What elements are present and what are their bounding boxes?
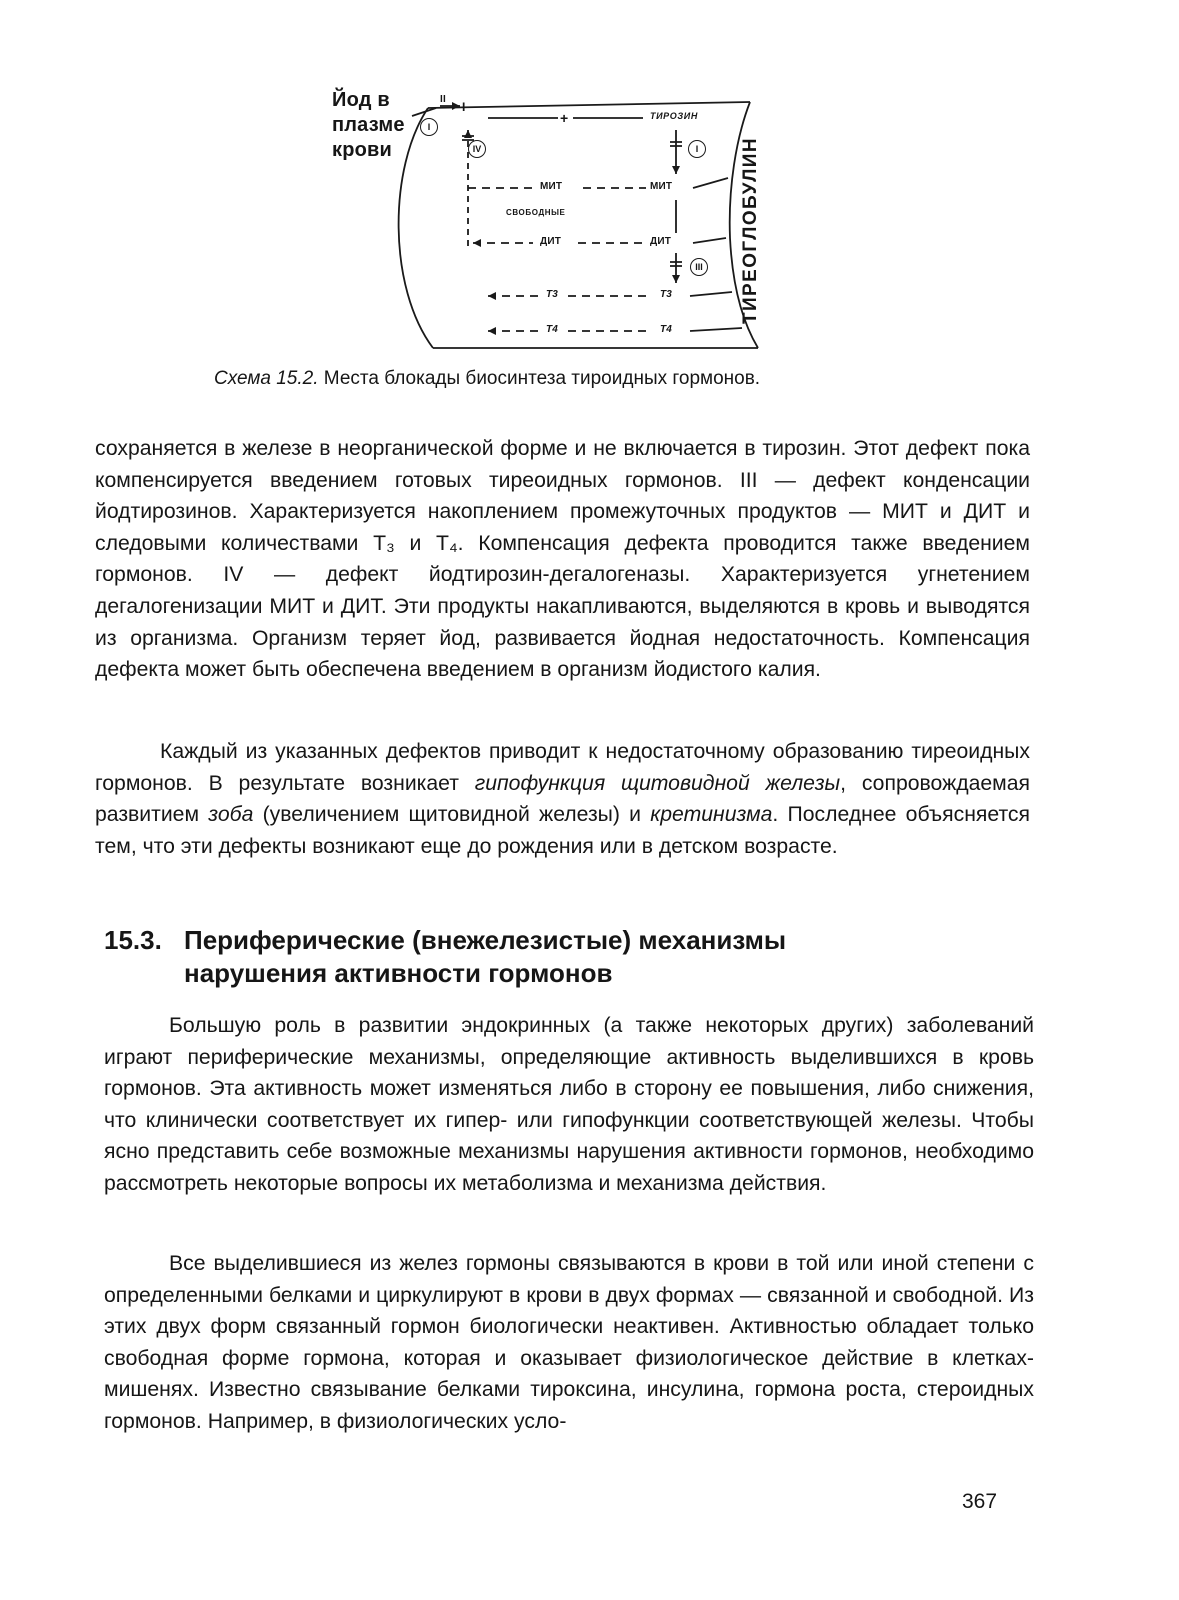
section-title-line2: нарушения активности гормонов xyxy=(184,958,613,988)
paragraph-4: Все выделившиеся из желез гормоны связываются в крови в той или иной степени с определенными белками и циркулируют в крови в двух формах — связанной и свободной. Из этих двух форм связанный гормон биологически неактивен. Активностью обладает только свободная форме гормона, которая и оказывает физиологическое действие в клетках-мишенях. Известно связывание белками тироксина, инсулина, гормона роста, стероидных гормонов. Например, в физиологических усло- xyxy=(104,1252,1034,1433)
page-number: 367 xyxy=(962,1490,998,1513)
paragraph-2-italic1: гипофункция щитовидной железы xyxy=(474,771,841,795)
section-title-line1: Периферические (внежелезистые) механизмы xyxy=(184,925,787,955)
diagram-caption xyxy=(214,368,760,390)
paragraph-1: сохраняется в железе в неорганической форме и не включается в тирозин. Этот дефект пока компенсируется введением готовых тиреоидных гормонов. III — дефект конденсации йодтирозинов. Характеризуется накоплением промежуточных продуктов — МИТ и ДИТ и следовыми количествами T₃ и T₄. Компенсация дефекта проводится также введением гормонов. IV — дефект йодтирозин-дегалогеназы. Характеризуется угнетением дегалогенизации МИТ и ДИТ. Эти продукты накапливаются, выделяются в кровь и выводятся из организма. Организм теряет йод, развивается йодная недостаточность. Компенсация дефекта может быть обеспечена введением в организм йодистого калия. xyxy=(95,437,1030,682)
step-iii-marker: III xyxy=(690,258,708,276)
step-ii-label: II xyxy=(440,94,446,105)
step-iv-marker-left: IV xyxy=(468,140,486,158)
paragraph-2-part4: . Последнее объясняется тем, что эти дефекты возникают еще до рождения или в детском возрасте. xyxy=(95,803,1030,858)
tyrosine-label: ТИРОЗИН xyxy=(650,111,698,121)
dit-right-label: ДИТ xyxy=(650,236,672,247)
step-i-marker: I xyxy=(420,118,438,136)
thyroglobulin-label: ТИРЕОГЛОБУЛИН xyxy=(740,137,761,324)
paragraph-2-part2: , сопровождаемая развитием xyxy=(95,771,1030,827)
t3-left-label: T3 xyxy=(546,289,559,300)
free-label: СВОБОДНЫЕ xyxy=(506,208,566,217)
mit-left-label: МИТ xyxy=(540,181,563,192)
dit-left-label: ДИТ xyxy=(540,236,562,247)
paragraph-2-italic3: кретинизма xyxy=(650,803,773,827)
paragraph-2-part1: Каждый из указанных дефектов приводит к недостаточному образованию тиреоидных гормонов. В результате возникает xyxy=(95,740,1030,795)
paragraph-3: Большую роль в развитии эндокринных (а также некоторых других) заболеваний играют периферические механизмы, определяющие активность выделившихся в кровь гормонов. Эта активность может изменяться либо в сторону ее повышения, либо снижения, что клинически соответствует их гипер- или гипофункции соответствующей железы. Чтобы ясно представить себе возможные механизмы нарушения активности гормонов, необходимо рассмотреть некоторые вопросы их метаболизма и механизма действия. xyxy=(104,1014,1034,1195)
paragraph-2 xyxy=(95,736,1030,862)
t3-right-label: T3 xyxy=(660,289,673,300)
caption-label: Схема 15.2. xyxy=(214,368,319,389)
t4-left-label: T4 xyxy=(546,324,559,335)
plus-sign: + xyxy=(560,110,569,126)
step-i-marker-right: I xyxy=(688,140,706,158)
paragraph-2-italic2: зоба xyxy=(208,803,254,827)
paragraph-2-part3: (увеличением щитовидной железы) и xyxy=(253,803,651,827)
t4-right-label: T4 xyxy=(660,324,673,335)
i2-label: I xyxy=(462,100,466,114)
section-number: 15.3. xyxy=(104,925,162,955)
thyroid-biosynthesis-diagram xyxy=(328,78,788,370)
caption-text: Места блокады биосинтеза тироидных гормонов. xyxy=(323,368,761,389)
mit-right-label: МИТ xyxy=(650,181,673,192)
iodine-plasma-label: Йод в плазме крови xyxy=(332,89,405,161)
section-heading xyxy=(104,924,1034,990)
